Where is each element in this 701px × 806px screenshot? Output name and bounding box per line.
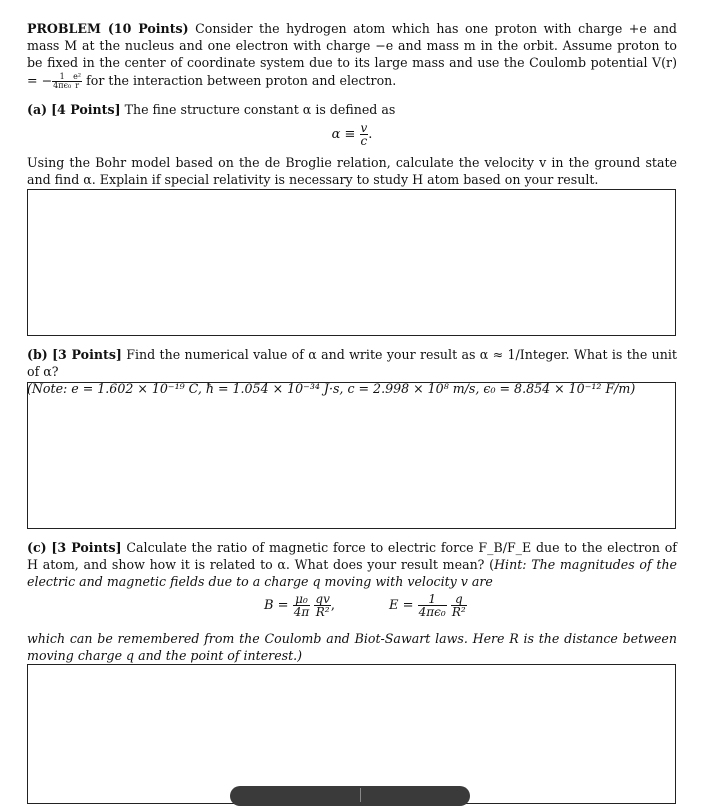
field-formulas (27, 593, 677, 627)
part-c-label: (c) (27, 540, 47, 555)
answer-box-c[interactable] (27, 664, 676, 804)
e-frac2-num: q (451, 593, 467, 606)
part-b-text: Find the numerical value of α and write your result as α ≈ 1/Integer. What is the unit of α? (27, 347, 677, 380)
page-navigation-bar[interactable] (230, 786, 470, 806)
part-b-label: (b) (27, 347, 48, 362)
part-a-heading (27, 101, 677, 118)
part-a-text: The fine structure constant α is defined as (124, 102, 396, 117)
part-a-question: Using the Bohr model based on the de Broglie relation, calculate the velocity v in the ground state and find α. Explain if special relativity is necessary to study H atom based on your result. (27, 155, 677, 188)
b-lhs: B = (264, 598, 289, 613)
potential-numerator-right: e² (73, 71, 82, 81)
potential-denominator-left: 4πϵ₀ (53, 80, 72, 90)
part-b-points: [3 Points] (52, 347, 122, 362)
b-frac1-den: 4π (293, 605, 310, 619)
part-a-label: (a) (27, 102, 48, 117)
part-a-points: [4 Points] (51, 102, 121, 117)
e-frac1-num: 1 (418, 593, 447, 606)
potential-numerator-left: 1 (52, 73, 72, 82)
answer-box-b[interactable] (27, 382, 676, 529)
part-c-hint: Hint: The magnitudes of the electric and magnetic fields due to a charge q moving with velocity v are (27, 557, 678, 590)
magnetic-field-equation (264, 593, 335, 618)
potential-denominator-right: r (75, 80, 80, 90)
b-frac2-den: R² (315, 605, 330, 619)
part-c-heading (27, 539, 677, 591)
potential-fraction-right (72, 73, 82, 90)
alpha-numerator: v (360, 121, 368, 135)
part-c-text: Calculate the ratio of magnetic force to electric force F_B/F_E due to the electron of H atom, and show how it is related to α. What does your result mean? ( (27, 540, 677, 573)
e-frac2-den: R² (451, 605, 466, 619)
b-fraction-2 (314, 593, 330, 618)
e-frac1-den: 4πϵ₀ (418, 605, 446, 619)
problem-intro-text-2: for the interaction between proton and electron. (82, 72, 397, 88)
b-fraction-1 (293, 593, 311, 618)
e-fraction-1 (418, 593, 447, 618)
part-b-note: (Note: e = 1.602 × 10⁻¹⁹ C, ħ = 1.054 × 10⁻³⁴ J·s, c = 2.998 × 10⁸ m/s, ϵ₀ = 8.854 × 10⁻¹² F/m) (27, 381, 636, 397)
electric-field-equation (389, 593, 467, 618)
problem-intro-text-1: Consider the hydrogen atom which has one proton with charge +e and mass M at the nucleus and one electron with charge −e and mass m in the orbit. Assume proton to be fixed in the center of coordinate system due to its large mass and use the Coulomb potential V(r) = − (27, 21, 677, 88)
problem-intro (27, 20, 677, 90)
potential-fraction-left (52, 73, 72, 90)
problem-title: PROBLEM (10 Points) (27, 21, 189, 36)
answer-box-a[interactable] (27, 189, 676, 336)
part-c-points: [3 Points] (51, 540, 122, 555)
e-fraction-2 (451, 593, 467, 618)
alpha-denominator: c (360, 134, 368, 148)
alpha-end: . (368, 127, 373, 142)
alpha-definition (27, 122, 677, 147)
b-frac2-num: qv (315, 592, 330, 606)
b-frac1-num: μ₀ (293, 593, 311, 606)
part-c-after: which can be remembered from the Coulomb and Biot-Sawart laws. Here R is the distance between moving charge q and the point of interest.) (27, 631, 677, 664)
alpha-fraction (360, 122, 369, 147)
e-lhs: E = (389, 598, 414, 613)
alpha-lhs: α ≡ (331, 127, 356, 142)
cut-off-previous-line (27, 0, 677, 4)
b-end: , (330, 598, 335, 613)
nav-divider (360, 788, 361, 802)
